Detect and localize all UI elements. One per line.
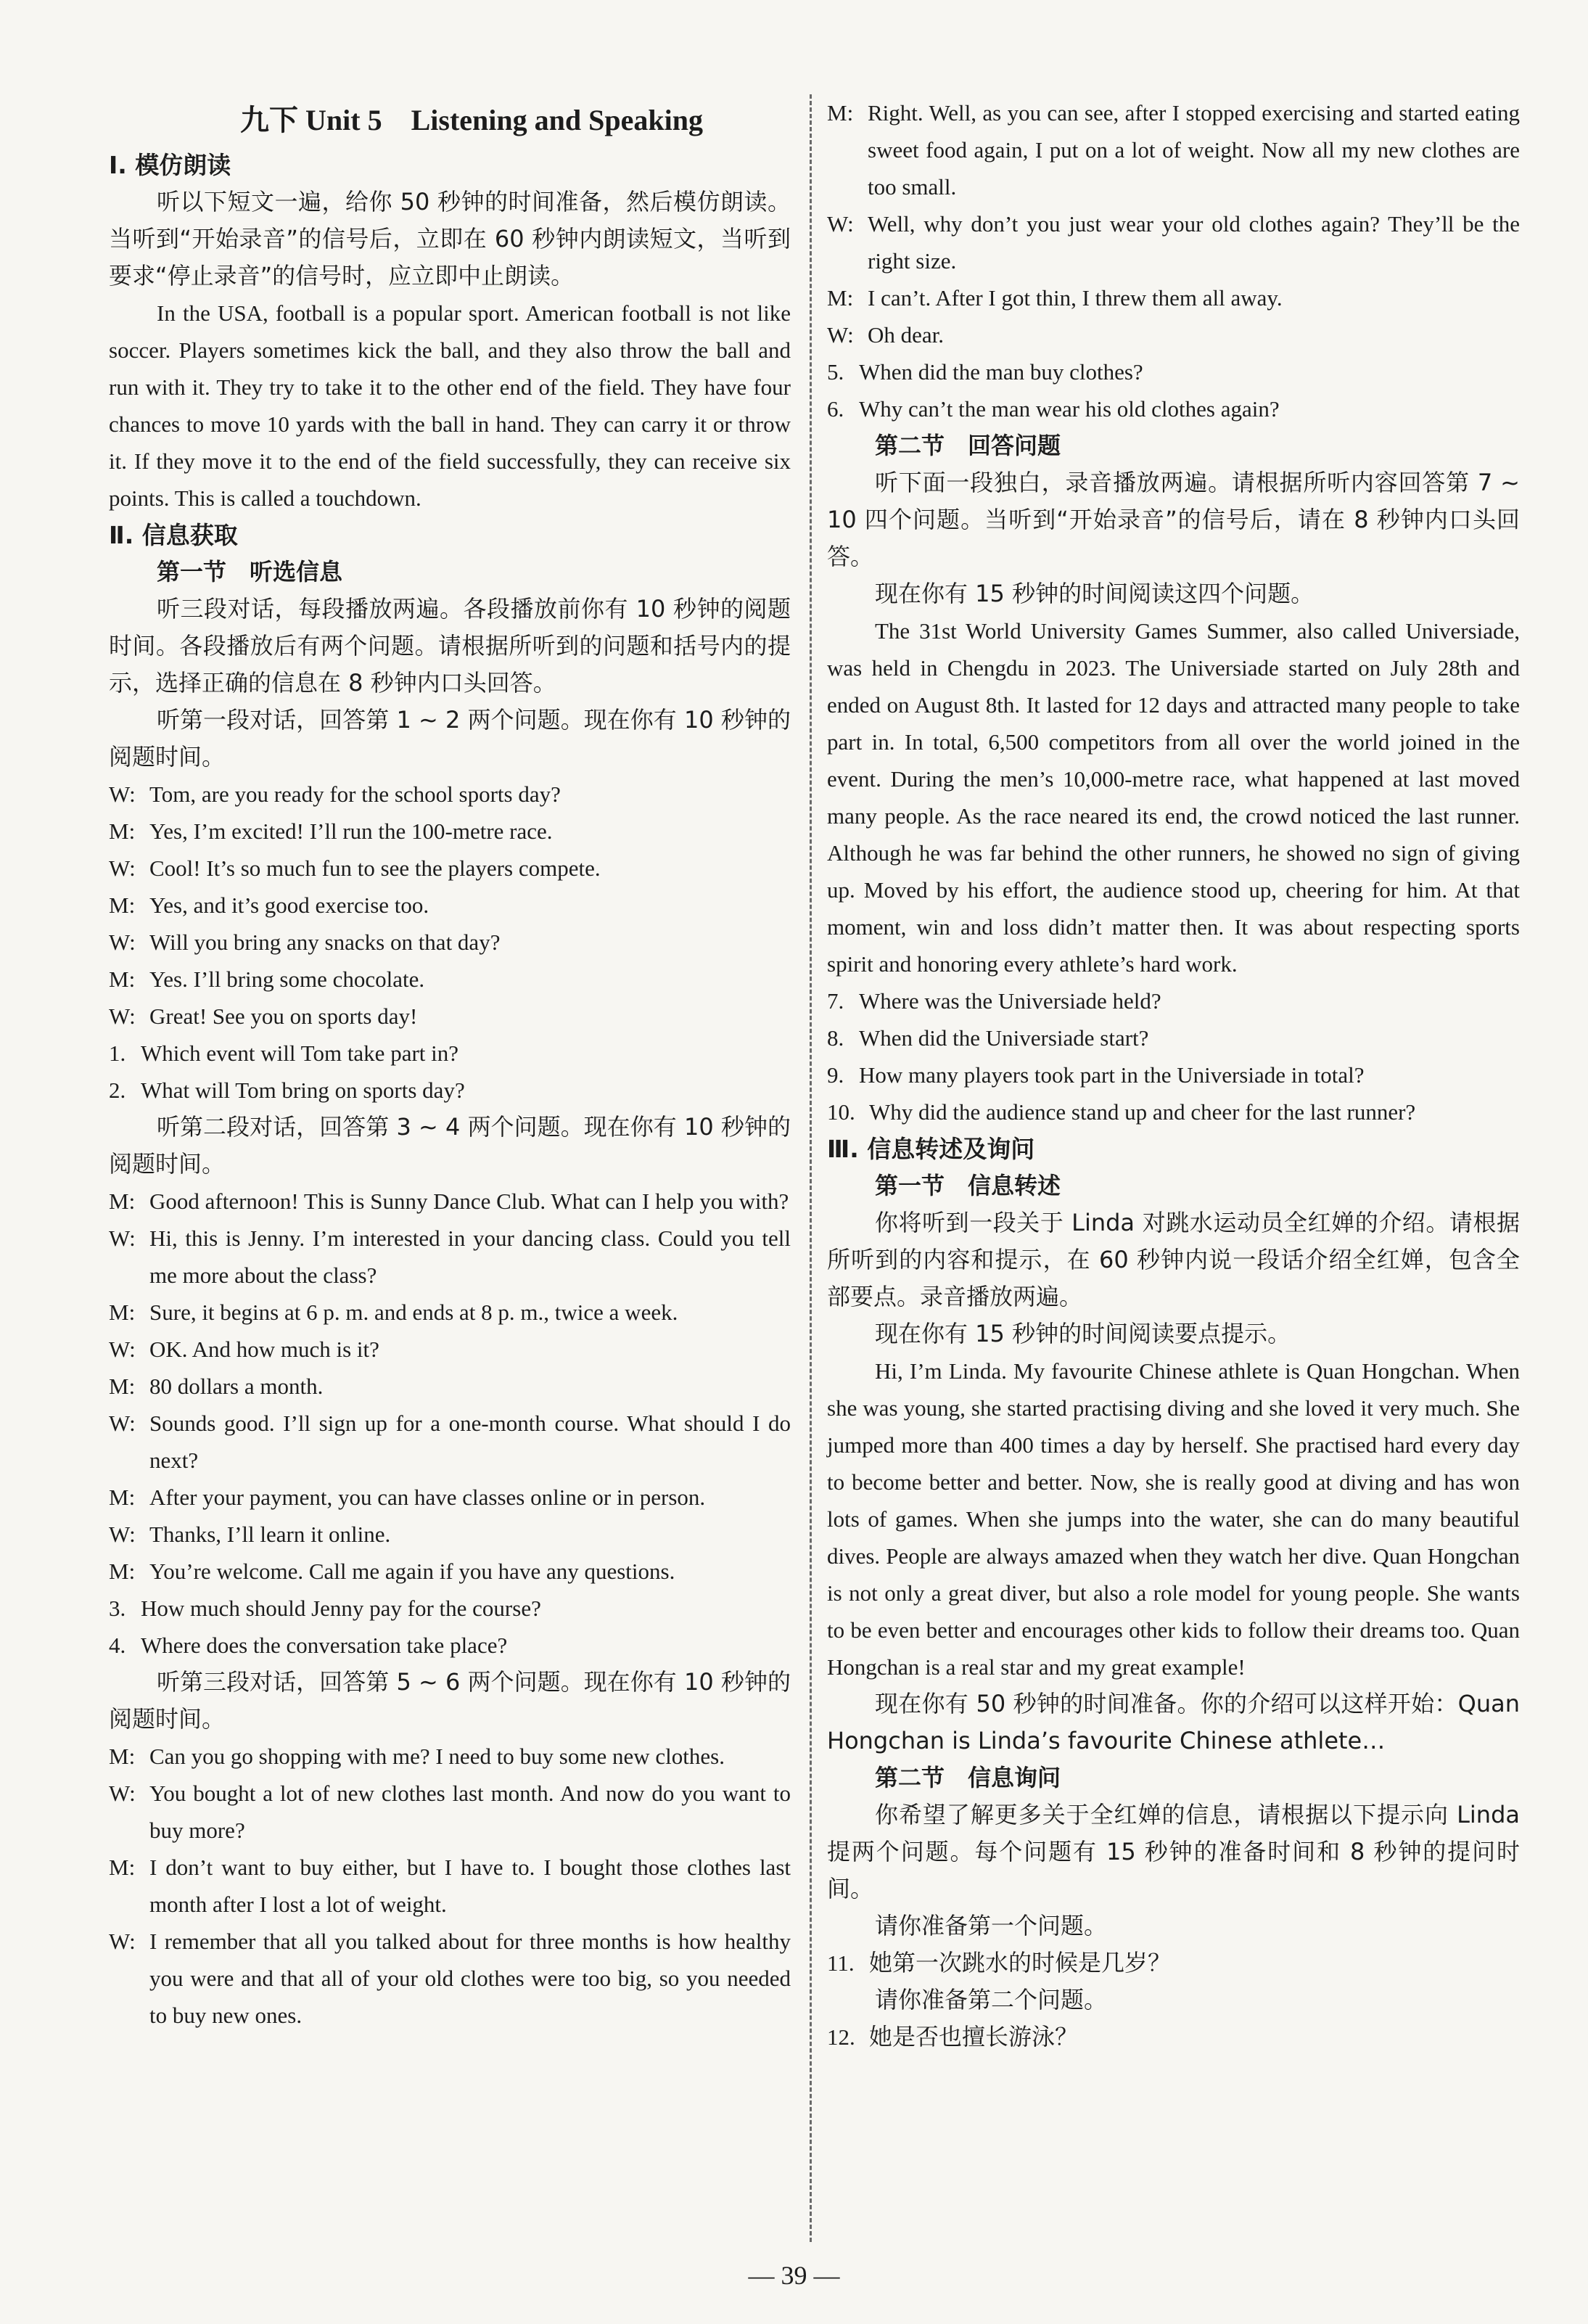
question (109, 1072, 791, 1109)
dialogue-line (109, 1923, 791, 2034)
section-1-instruction: 听以下短文一遍，给你 50 秒钟的时间准备，然后模仿朗读。当听到“开始录音”的信号后，立即在 60 秒钟内朗读短文，当听到要求“停止录音”的信号时，应立即中止朗读。 (109, 188, 791, 290)
dialogue-1 (109, 776, 791, 1035)
dialogue-3-intro: 听第三段对话，回答第 5 ~ 6 两个问题。现在你有 10 秒钟的阅题时间。 (109, 1668, 791, 1733)
page-number: — 39 — (748, 2261, 840, 2290)
utterance: 80 dollars a month. (149, 1374, 324, 1399)
utterance: Hi, this is Jenny. I’m interested in your dancing class. Could you tell me more about the class? (149, 1225, 791, 1288)
section-3-heading: Ⅲ. 信息转述及询问 (827, 1135, 1035, 1163)
left-column (109, 94, 791, 2034)
utterance: You’re welcome. Call me again if you have any questions. (149, 1559, 675, 1584)
dialogue-line (827, 94, 1520, 205)
question-number: 5. (827, 359, 844, 385)
section-2-part-2-read-time: 现在你有 15 秒钟的时间阅读这四个问题。 (875, 580, 1315, 607)
section-2-heading: Ⅱ. 信息获取 (109, 521, 238, 549)
question-number: 8. (827, 1025, 844, 1051)
utterance: Right. Well, as you can see, after I stopped exercising and started eating sweet food again, I put on a lot of weight. Now all my new clothes are too small. (868, 100, 1520, 200)
right-column (827, 94, 1520, 2056)
utterance: Thanks, I’ll learn it online. (149, 1522, 391, 1547)
section-2-part-1-instruction: 听三段对话，每段播放两遍。各段播放前你有 10 秒钟的阅题时间。各段播放后有两个问题。请根据所听到的问题和括号内的提示，选择正确的信息在 8 秒钟内口头回答。 (109, 595, 791, 697)
question (827, 1019, 1520, 1056)
question-number: 10. (827, 1099, 855, 1125)
dialogue-line (109, 887, 791, 924)
dialogue-line (827, 279, 1520, 316)
speaker: M: (109, 1855, 136, 1880)
dialogue-line (109, 1775, 791, 1849)
question-number: 12. (827, 2024, 855, 2050)
speaker: W: (109, 855, 136, 881)
question (827, 1056, 1520, 1093)
question (109, 1590, 791, 1627)
question-number: 7. (827, 988, 844, 1014)
utterance: Tom, are you ready for the school sports day? (149, 781, 561, 807)
dialogue-line (109, 1220, 791, 1294)
question (109, 1035, 791, 1072)
speaker: W: (109, 1522, 136, 1547)
speaker: M: (109, 1374, 136, 1399)
question (827, 2019, 1520, 2056)
question (827, 982, 1520, 1019)
page-title: 九下 Unit 5 Listening and Speaking (240, 104, 703, 136)
dialogue-line (109, 1405, 791, 1479)
question-text: 她是否也擅长游泳？ (869, 2023, 1079, 2050)
speaker: M: (109, 1188, 136, 1214)
utterance: Sure, it begins at 6 p. m. and ends at 8 p. m., twice a week. (149, 1299, 678, 1325)
speaker: W: (109, 1929, 136, 1954)
section-3-part-1-heading: 第一节 信息转述 (875, 1172, 1061, 1199)
dialogue-line (109, 1479, 791, 1516)
speaker: M: (109, 892, 136, 918)
question (827, 390, 1520, 427)
prep-second-question: 请你准备第二个问题。 (875, 1986, 1108, 2013)
speaker: W: (109, 1003, 136, 1029)
question-number: 9. (827, 1062, 844, 1088)
question-text: What will Tom bring on sports day? (141, 1077, 465, 1103)
speaker: M: (827, 100, 854, 126)
dialogue-line (109, 776, 791, 813)
dialogue-2-intro: 听第二段对话，回答第 3 ~ 4 两个问题。现在你有 10 秒钟的阅题时间。 (109, 1113, 791, 1178)
section-2-part-2-heading: 第二节 回答问题 (875, 432, 1061, 459)
dialogue-1-intro: 听第一段对话，回答第 1 ~ 2 两个问题。现在你有 10 秒钟的阅题时间。 (109, 706, 791, 771)
question-text: How much should Jenny pay for the course? (141, 1596, 541, 1621)
dialogue-line (109, 1849, 791, 1923)
section-2-part-1-heading: 第一节 听选信息 (157, 558, 343, 586)
section-3-part-1-instruction: 你将听到一段关于 Linda 对跳水运动员全红婵的介绍。请根据所听到的内容和提示，在 60 秒钟内说一段话介绍全红婵，包含全部要点。录音播放两遍。 (827, 1209, 1520, 1310)
speaker: W: (109, 1225, 136, 1251)
section-3-part-1-read-time: 现在你有 15 秒钟的时间阅读要点提示。 (875, 1320, 1291, 1347)
question (827, 353, 1520, 390)
section-3-part-1-prep: 现在你有 50 秒钟的时间准备。你的介绍可以这样开始：Quan Hongchan is Linda’s favourite Chinese athlete… (827, 1690, 1520, 1754)
question (827, 1945, 1520, 1982)
utterance: OK. And how much is it? (149, 1336, 379, 1362)
question-text: When did the man buy clothes? (859, 359, 1143, 385)
section-1-heading: Ⅰ. 模仿朗读 (109, 151, 231, 179)
utterance: Yes. I’ll bring some chocolate. (149, 966, 425, 992)
section-3-part-2-instruction: 你希望了解更多关于全红婵的信息，请根据以下提示向 Linda 提两个问题。每个问题有 15 秒钟的准备时间和 8 秒钟的提问时间。 (827, 1801, 1520, 1902)
question-number: 2. (109, 1077, 126, 1103)
dialogue-line (109, 1368, 791, 1405)
prep-first-question: 请你准备第一个问题。 (875, 1912, 1108, 1939)
question-text: Which event will Tom take part in? (141, 1040, 459, 1066)
dialogue-2 (109, 1183, 791, 1590)
section-2-part-2-instruction: 听下面一段独白，录音播放两遍。请根据所听内容回答第 7 ~ 10 四个问题。当听到“开始录音”的信号后，请在 8 秒钟内口头回答。 (827, 469, 1520, 570)
utterance: Well, why don’t you just wear your old clothes again? They’ll be the right size. (868, 211, 1520, 274)
utterance: Sounds good. I’ll sign up for a one-month course. What should I do next? (149, 1411, 791, 1473)
question-number: 3. (109, 1596, 126, 1621)
question-text: When did the Universiade start? (859, 1025, 1149, 1051)
dialogue-line (109, 1553, 791, 1590)
speaker: W: (109, 1781, 136, 1806)
utterance: Oh dear. (868, 322, 945, 348)
speaker: W: (109, 929, 136, 955)
speaker: M: (109, 818, 136, 844)
question-text: Why did the audience stand up and cheer for the last runner? (869, 1099, 1416, 1125)
speaker: M: (109, 1559, 136, 1584)
speaker: M: (109, 1299, 136, 1325)
section-3-part-2-heading: 第二节 信息询问 (875, 1764, 1061, 1791)
question-text: Where does the conversation take place? (141, 1633, 508, 1658)
dialogue-line (109, 961, 791, 998)
utterance: Can you go shopping with me? I need to buy some new clothes. (149, 1744, 725, 1769)
utterance: Yes, and it’s good exercise too. (149, 892, 429, 918)
speaker: W: (109, 1411, 136, 1436)
speaker: W: (109, 781, 136, 807)
dialogue-line (109, 850, 791, 887)
speaker: W: (827, 322, 854, 348)
dialogue-line (109, 813, 791, 850)
dialogue-line (109, 998, 791, 1035)
dialogue-3-left (109, 1738, 791, 2034)
question-number: 11. (827, 1950, 855, 1976)
section-1-passage: In the USA, football is a popular sport. American football is not like soccer. Players sometimes kick the ball, and they also throw the ball and run with it. They try to take it to the other end of the field. They have four chances to move 10 yards with the ball in hand. They can carry it or throw it. If they move it to the end of the field successfully, they can receive six points. This is called a touchdown. (109, 300, 791, 511)
dialogue-line (109, 1331, 791, 1368)
question-number: 1. (109, 1040, 126, 1066)
speaker: W: (109, 1336, 136, 1362)
dialogue-line (109, 1738, 791, 1775)
linda-passage: Hi, I’m Linda. My favourite Chinese athlete is Quan Hongchan. When she was young, she started practising diving and she loved it very much. She jumped more than 400 times a day by herself. She practised hard every day to become better and better. Now, she is really good at diving and has won lots of games. When she jumps into the water, she can do many beautiful dives. People are always amazed when they watch her dive. Quan Hongchan is not only a great diver, but also a role model for young people. She wants to be even better and encourages other kids to follow their dreams too. Quan Hongchan is a real star and my great example! (827, 1358, 1520, 1680)
speaker: M: (109, 1485, 136, 1510)
utterance: You bought a lot of new clothes last month. And now do you want to buy more? (149, 1781, 791, 1843)
speaker: M: (827, 285, 854, 311)
speaker: M: (109, 1744, 136, 1769)
question-text: Why can’t the man wear his old clothes again? (859, 396, 1280, 422)
utterance: Will you bring any snacks on that day? (149, 929, 501, 955)
speaker: M: (109, 966, 136, 992)
speaker: W: (827, 211, 854, 237)
question-text: How many players took part in the Universiade in total? (859, 1062, 1365, 1088)
question (827, 1093, 1520, 1130)
utterance: I remember that all you talked about for three months is how healthy you were and that all of your old clothes were too big, so you needed to buy new ones. (149, 1929, 791, 2028)
question-text: 她第一次跳水的时候是几岁？ (869, 1949, 1172, 1976)
monologue-passage: The 31st World University Games Summer, also called Universiade, was held in Chengdu in 2023. The Universiade started on July 28th and ended on August 8th. It lasted for 12 days and attracted many people to take part in. In total, 6,500 competitors from all over the world joined in the event. During the men’s 10,000-metre race, what happened at last moved many people. As the race neared its end, the crowd noticed the last runner. Although he was far behind the other runners, he showed no sign of giving up. Moved by his effort, the audience stood up, cheering for him. At that moment, win and loss didn’t matter then. It was about respecting sports spirit and honoring every athlete’s hard work. (827, 618, 1520, 977)
dialogue-line (109, 1516, 791, 1553)
question-number: 6. (827, 396, 844, 422)
dialogue-line (827, 316, 1520, 353)
dialogue-line (827, 205, 1520, 279)
question (109, 1627, 791, 1664)
question-number: 4. (109, 1633, 126, 1658)
utterance: Great! See you on sports day! (149, 1003, 418, 1029)
utterance: I don’t want to buy either, but I have to. I bought those clothes last month after I lost a lot of weight. (149, 1855, 791, 1917)
utterance: After your payment, you can have classes online or in person. (149, 1485, 706, 1510)
dialogue-line (109, 1294, 791, 1331)
utterance: I can’t. After I got thin, I threw them all away. (868, 285, 1283, 311)
column-divider (810, 94, 812, 2242)
question-text: Where was the Universiade held? (859, 988, 1161, 1014)
utterance: Good afternoon! This is Sunny Dance Club. What can I help you with? (149, 1188, 789, 1214)
dialogue-3-right (827, 94, 1520, 353)
dialogue-line (109, 924, 791, 961)
dialogue-line (109, 1183, 791, 1220)
utterance: Cool! It’s so much fun to see the players compete. (149, 855, 601, 881)
utterance: Yes, I’m excited! I’ll run the 100-metre race. (149, 818, 553, 844)
